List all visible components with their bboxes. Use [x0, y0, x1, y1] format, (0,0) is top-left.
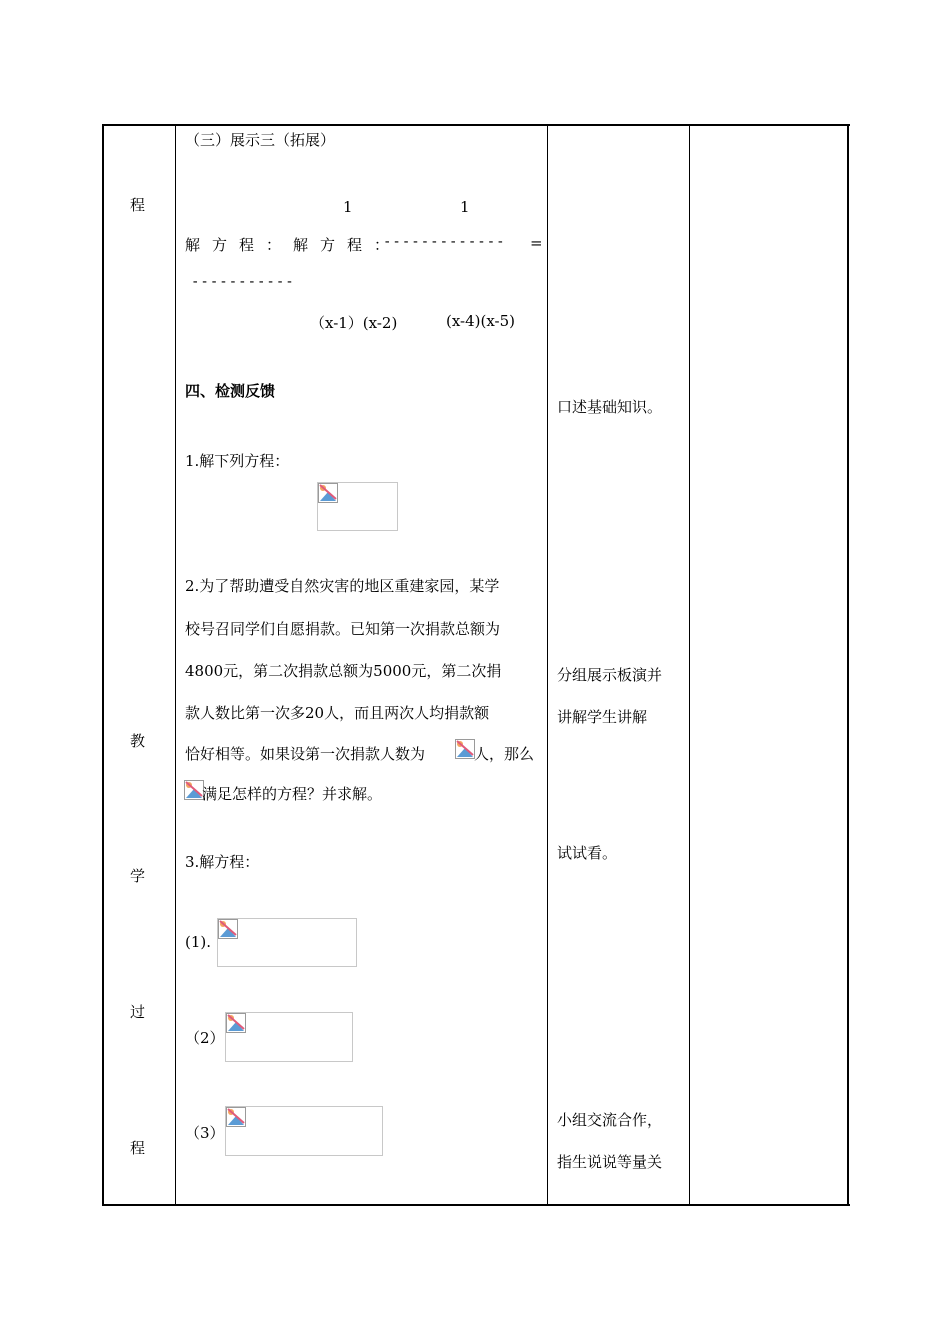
- broken-image-icon: [218, 919, 238, 939]
- equation-label: 解方程：解方程：: [185, 236, 402, 254]
- activity-text: 试试看。: [557, 844, 618, 862]
- table-divider-2: [547, 124, 548, 1206]
- question-2-line: 人，那么: [474, 745, 535, 763]
- equation-image: [217, 918, 357, 967]
- broken-image-icon: [455, 739, 475, 759]
- fraction-bar: -------------: [383, 234, 506, 250]
- activity-text: 口述基础知识。: [557, 398, 663, 416]
- section-title: （三）展示三（拓展）: [185, 131, 336, 149]
- broken-image-icon: [184, 780, 204, 800]
- sub-question-label: (1).: [185, 933, 212, 951]
- table-bottom-border: [102, 1204, 850, 1206]
- equation-image: [225, 1106, 383, 1156]
- equals-sign: =: [530, 234, 543, 252]
- section-title: 四、检测反馈: [185, 382, 276, 400]
- sub-question-label: （3）: [185, 1124, 225, 1142]
- table-divider-1: [175, 124, 176, 1206]
- table-right-border: [847, 124, 849, 1206]
- question-2-line: 4800元，第二次捐款总额为5000元，第二次捐: [185, 662, 502, 680]
- broken-image-icon: [318, 483, 338, 503]
- question-3: 3.解方程：: [185, 853, 260, 871]
- question-2-line: 满足怎样的方程？并求解。: [202, 785, 383, 803]
- activity-text: 分组展示板演并: [557, 666, 663, 684]
- question-1: 1.解下列方程：: [185, 452, 290, 470]
- left-column-char: 教: [130, 732, 146, 750]
- left-column-char: 程: [130, 196, 146, 214]
- sub-question-label: （2）: [185, 1029, 225, 1047]
- left-column-char: 程: [130, 1139, 146, 1157]
- broken-image-icon: [226, 1107, 246, 1127]
- question-2-line: 校号召同学们自愿捐款。已知第一次捐款总额为: [185, 620, 501, 638]
- fraction-denominator: (x-4)(x-5): [446, 312, 516, 330]
- question-2-line: 款人数比第一次多20人，而且两次人均捐款额: [185, 704, 490, 722]
- activity-text: 小组交流合作，: [557, 1111, 663, 1129]
- fraction-numerator: 1: [343, 198, 353, 216]
- activity-text: 讲解学生讲解: [557, 708, 648, 726]
- table-divider-3: [689, 124, 690, 1206]
- table-left-border: [102, 124, 104, 1206]
- left-column-char: 过: [130, 1003, 146, 1021]
- left-column-char: 学: [130, 867, 146, 885]
- fraction-denominator: （x-1）(x-2): [310, 314, 398, 332]
- question-2-line: 恰好相等。如果设第一次捐款人数为: [185, 745, 426, 763]
- fraction-bar: -----------: [191, 274, 295, 290]
- fraction-numerator: 1: [460, 198, 470, 216]
- table-top-border: [102, 124, 850, 126]
- question-2-line: 2.为了帮助遭受自然灾害的地区重建家园，某学: [185, 577, 500, 595]
- broken-image-icon: [226, 1013, 246, 1033]
- activity-text: 指生说说等量关: [557, 1153, 663, 1171]
